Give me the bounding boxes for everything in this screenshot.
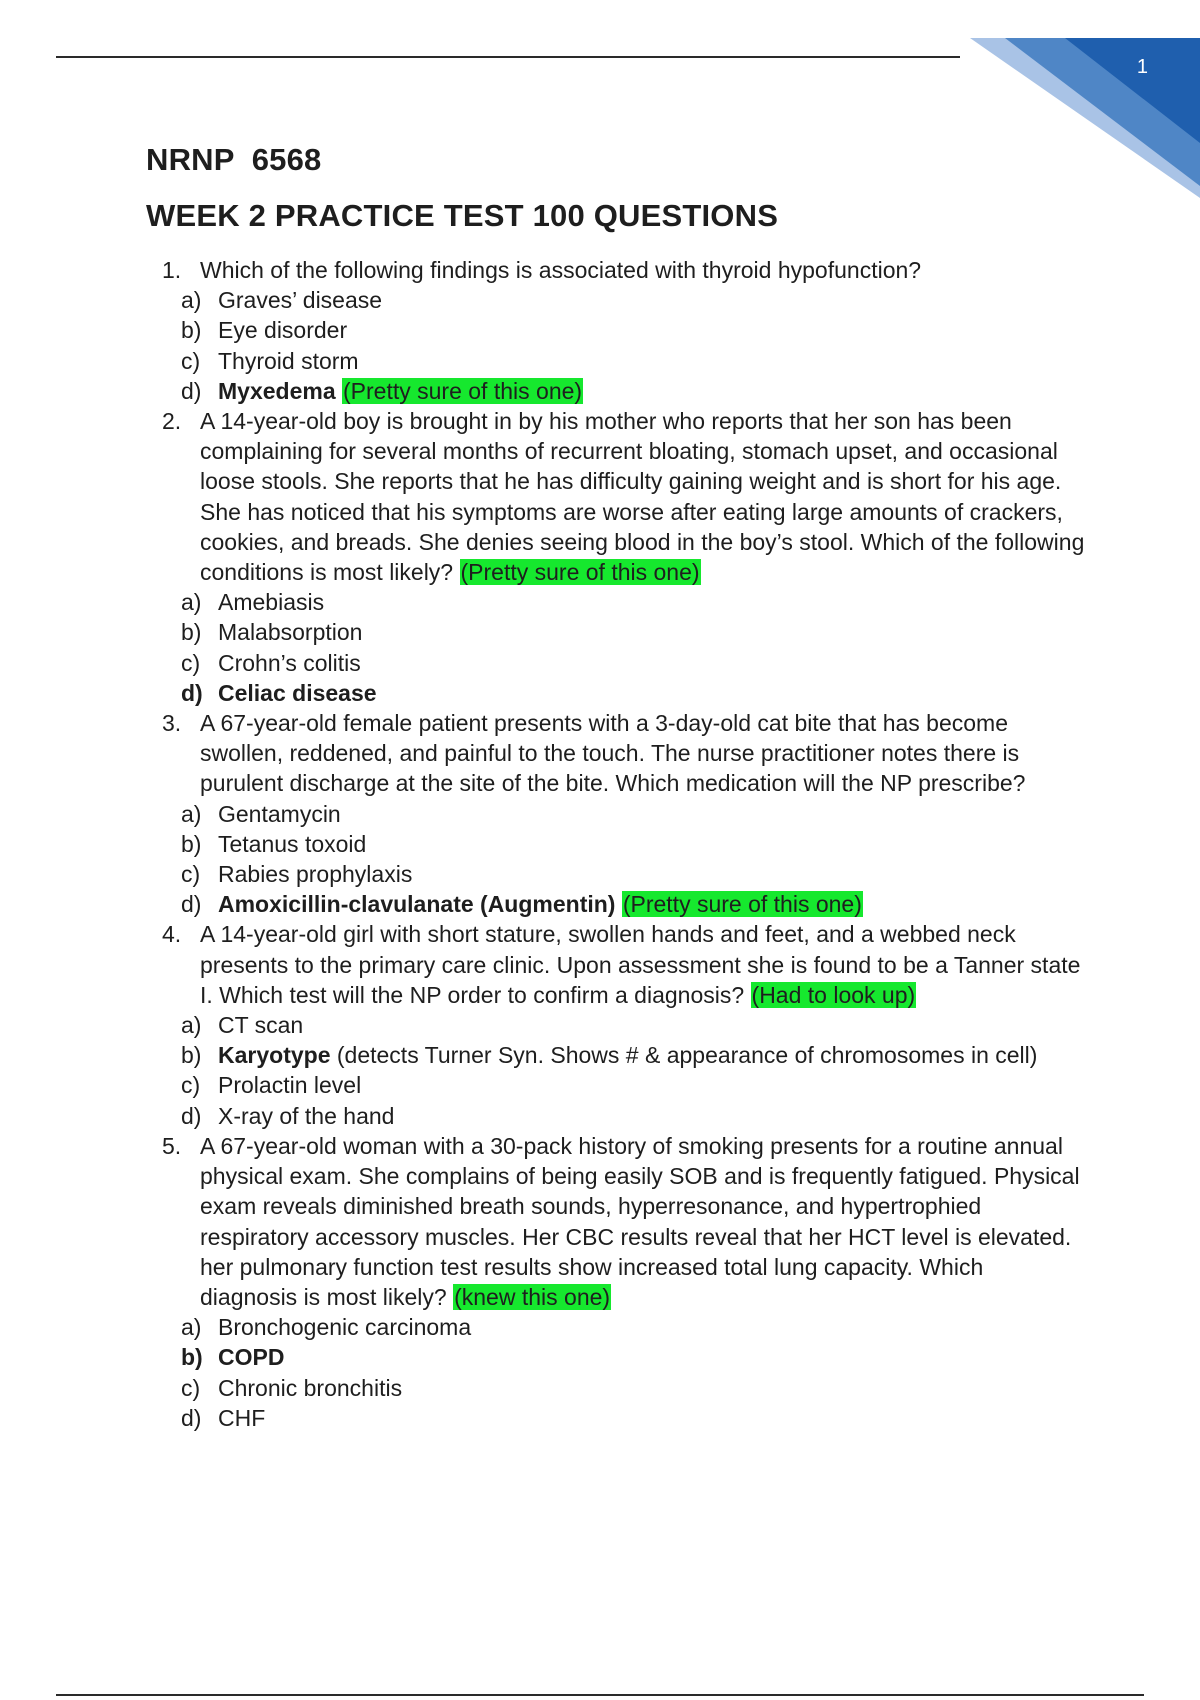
option-letter: b)	[181, 1042, 202, 1069]
document-subtitle: WEEK 2 PRACTICE TEST 100 QUESTIONS	[146, 198, 779, 233]
question-number: 1.	[162, 257, 182, 283]
option-text: Rabies prophylaxis	[218, 861, 413, 888]
option-text: Crohn’s colitis	[218, 649, 361, 676]
document-title: NRNP 6568	[146, 142, 322, 177]
header-rule	[56, 56, 960, 58]
footer-rule	[56, 1694, 1144, 1696]
option-text: Bronchogenic carcinoma	[218, 1314, 472, 1341]
correct-answer-text: Amoxicillin-clavulanate (Augmentin)	[218, 891, 616, 918]
correct-answer-text: Celiac disease	[218, 679, 377, 706]
option-letter: b)	[181, 317, 202, 344]
option-text	[218, 376, 583, 406]
question-5	[146, 1131, 1086, 1433]
option-text: X-ray of the hand	[218, 1102, 395, 1129]
answer-option	[146, 315, 1086, 345]
question-stem	[146, 406, 1086, 587]
option-letter: b)	[181, 619, 202, 646]
answer-option	[146, 1312, 1086, 1342]
option-letter: a)	[181, 1314, 202, 1341]
question-3	[146, 708, 1086, 919]
answer-option	[146, 1070, 1086, 1100]
question-stem	[146, 255, 1086, 285]
confidence-note-highlight: (knew this one)	[454, 1283, 611, 1310]
question-text-wrap	[200, 1131, 1086, 1312]
correct-answer-text: Karyotype	[218, 1042, 331, 1069]
option-letter: c)	[181, 649, 201, 676]
option-letter: d)	[181, 891, 202, 918]
corner-decoration	[970, 38, 1200, 198]
answer-option	[146, 648, 1086, 678]
option-letter: a)	[181, 287, 202, 314]
question-stem	[146, 708, 1086, 799]
question-stem	[146, 1131, 1086, 1312]
answer-option-correct	[146, 1342, 1086, 1372]
option-text: CT scan	[218, 1012, 304, 1039]
option-letter: d)	[181, 1102, 202, 1129]
answer-option	[146, 829, 1086, 859]
option-text: Gentamycin	[218, 800, 341, 827]
option-text: Graves’ disease	[218, 287, 383, 314]
question-text-wrap	[200, 406, 1086, 587]
question-4	[146, 919, 1086, 1130]
question-2	[146, 406, 1086, 708]
question-text: A 67-year-old female patient presents with a 3-day-old cat bite that has become swollen, reddened, and painful to the touch. The nurse practitioner notes there is purulent discharge at the site of the bite. Which medication will the NP prescribe?	[200, 710, 1026, 797]
option-text: Eye disorder	[218, 317, 348, 344]
confidence-note-highlight: (Pretty sure of this one)	[343, 377, 583, 404]
correct-answer-text: COPD	[218, 1344, 285, 1371]
option-text: Tetanus toxoid	[218, 830, 367, 857]
option-letter: a)	[181, 589, 202, 616]
option-letter: a)	[181, 800, 202, 827]
option-letter: d)	[181, 1404, 202, 1431]
question-text: A 67-year-old woman with a 30-pack history of smoking presents for a routine annual physical exam. She complains of being easily SOB and is frequently fatigued. Physical exam reveals diminished breath sounds, hyperresonance, and hypertrophied respiratory accessory muscles. Her CBC results reveal that her HCT level is elevated. her pulmonary function test results show increased total lung capacity. Which diagnosis is most likely?	[200, 1132, 1080, 1310]
question-text: A 14-year-old boy is brought in by his mother who reports that her son has been complaining for several months of recurrent bloating, stomach upset, and occasional loose stools. She reports that he has difficulty gaining weight and is short for his age. She has noticed that his symptoms are worse after eating large amounts of crackers, cookies, and breads. She denies seeing blood in the boy’s stool. Which of the following conditions is most likely?	[200, 408, 1085, 586]
answer-explanation: (detects Turner Syn. Shows # & appearance of chromosomes in cell)	[336, 1042, 1038, 1069]
question-list	[146, 255, 1086, 1433]
option-text: Amebiasis	[218, 589, 325, 616]
option-letter: d)	[181, 377, 202, 404]
answer-option	[146, 1403, 1086, 1433]
confidence-note-highlight: (Had to look up)	[751, 981, 916, 1008]
answer-option	[146, 587, 1086, 617]
option-text	[218, 1342, 284, 1372]
option-text	[218, 1040, 1037, 1070]
option-letter: a)	[181, 1012, 202, 1039]
option-letter: b)	[181, 1344, 203, 1371]
option-text	[218, 889, 863, 919]
answer-option-correct	[146, 678, 1086, 708]
answer-option	[146, 617, 1086, 647]
answer-option-correct	[146, 1040, 1086, 1070]
correct-answer-text: Myxedema	[218, 377, 336, 404]
question-text-wrap	[200, 919, 1086, 1010]
option-letter: c)	[181, 347, 201, 374]
option-letter: b)	[181, 830, 202, 857]
answer-option-correct	[146, 376, 1086, 406]
question-number: 5.	[162, 1132, 182, 1159]
option-letter: c)	[181, 1374, 201, 1401]
question-1	[146, 255, 1086, 406]
answer-option	[146, 346, 1086, 376]
question-number: 4.	[162, 921, 182, 948]
question-number: 2.	[162, 408, 182, 435]
answer-option	[146, 1373, 1086, 1403]
question-number: 3.	[162, 710, 182, 737]
option-letter: c)	[181, 861, 201, 888]
option-text: Thyroid storm	[218, 347, 359, 374]
page-number: 1	[1136, 56, 1148, 78]
answer-option-correct	[146, 889, 1086, 919]
option-letter: c)	[181, 1072, 201, 1099]
option-text	[218, 678, 377, 708]
answer-option	[146, 1101, 1086, 1131]
question-text: Which of the following findings is associated with thyroid hypofunction?	[200, 257, 922, 283]
answer-option	[146, 1010, 1086, 1040]
answer-option	[146, 799, 1086, 829]
question-text: A 14-year-old girl with short stature, swollen hands and feet, and a webbed neck presents to the primary care clinic. Upon assessment she is found to be a Tanner state I. Which test will the NP order to confirm a diagnosis?	[200, 921, 1081, 1008]
option-letter: d)	[181, 679, 203, 706]
confidence-note-highlight: (Pretty sure of this one)	[460, 559, 700, 586]
question-stem	[146, 919, 1086, 1010]
answer-option	[146, 859, 1086, 889]
option-text: Chronic bronchitis	[218, 1374, 403, 1401]
answer-option	[146, 285, 1086, 315]
option-text: Malabsorption	[218, 619, 363, 646]
confidence-note-highlight: (Pretty sure of this one)	[622, 891, 862, 918]
option-text: CHF	[218, 1404, 266, 1431]
option-text: Prolactin level	[218, 1072, 362, 1099]
